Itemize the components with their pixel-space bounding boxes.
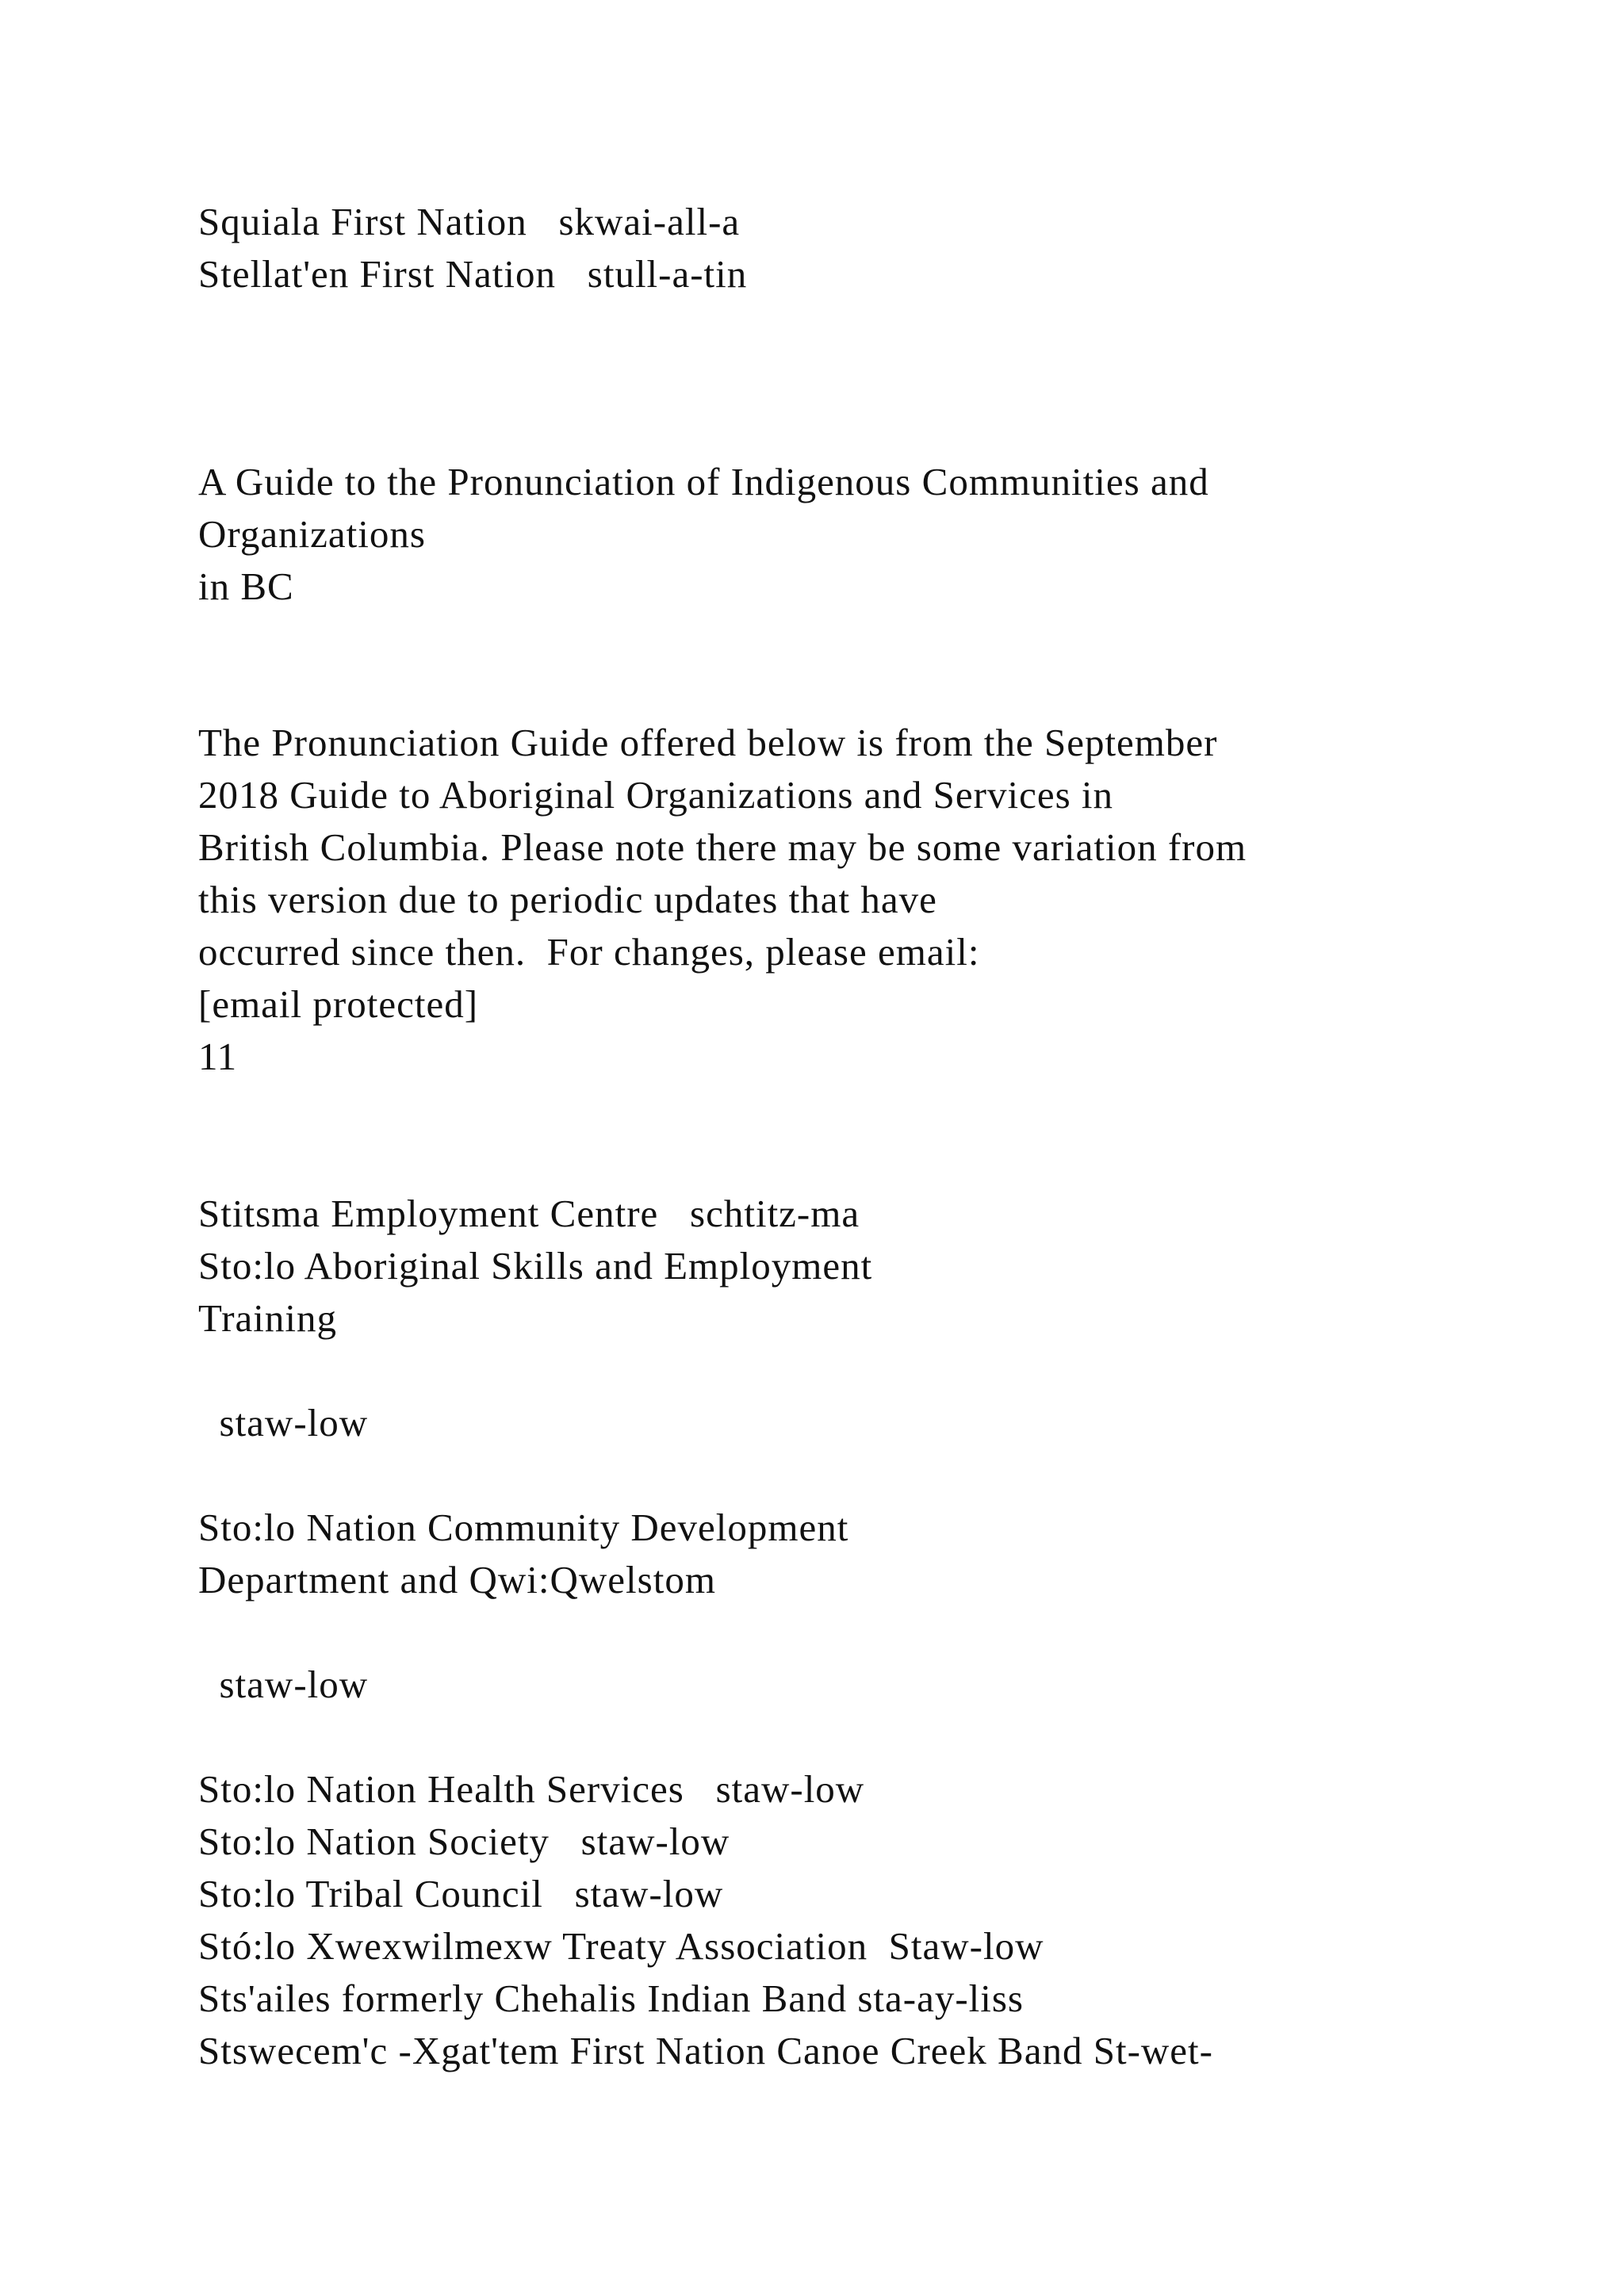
intro-paragraph-line-5: occurred since then. For changes, please email:: [198, 930, 980, 974]
contact-email: [email protected]: [198, 982, 479, 1026]
entry-stolo-community-line-1: Sto:lo Nation Community Development: [198, 1506, 849, 1549]
guide-title-line-1: A Guide to the Pronunciation of Indigenous Communities and: [198, 460, 1209, 503]
intro-paragraph-line-1: The Pronunciation Guide offered below is from the September: [198, 721, 1218, 764]
entry-stolo-community-line-2: Department and Qwi:Qwelstom: [198, 1558, 716, 1601]
intro-paragraph-line-2: 2018 Guide to Aboriginal Organizations and Services in: [198, 773, 1114, 817]
entry-stolo-treaty: Stó:lo Xwexwilmexw Treaty Association Staw-low: [198, 1924, 1044, 1968]
entry-stitsma: Stitsma Employment Centre schtitz-ma: [198, 1192, 860, 1235]
entry-stellaten: Stellat'en First Nation stull-a-tin: [198, 252, 748, 296]
page-number: 11: [198, 1035, 238, 1078]
entry-stolo-health: Sto:lo Nation Health Services staw-low: [198, 1767, 865, 1811]
entry-stolo-community-pronunciation: staw-low: [198, 1663, 369, 1706]
entry-stolo-society: Sto:lo Nation Society staw-low: [198, 1820, 730, 1863]
entry-stsailes: Sts'ailes formerly Chehalis Indian Band sta-ay-liss: [198, 1976, 1025, 2020]
entry-stswecemc: Stswecem'c -Xgat'tem First Nation Canoe Creek Band St-wet-: [198, 2029, 1213, 2072]
entry-stolo-skills-pronunciation: staw-low: [198, 1401, 369, 1445]
entry-stolo-tribal-council: Sto:lo Tribal Council staw-low: [198, 1872, 724, 1915]
guide-title-line-2: Organizations: [198, 512, 426, 556]
entry-squiala: Squiala First Nation skwai-all-a: [198, 200, 741, 243]
intro-paragraph-line-3: British Columbia. Please note there may be some variation from: [198, 825, 1247, 869]
guide-title-line-3: in BC: [198, 564, 294, 608]
entry-stolo-skills-line-1: Sto:lo Aboriginal Skills and Employment: [198, 1244, 873, 1288]
intro-paragraph-line-4: this version due to periodic updates that have: [198, 878, 937, 921]
entry-stolo-skills-line-2: Training: [198, 1296, 338, 1340]
